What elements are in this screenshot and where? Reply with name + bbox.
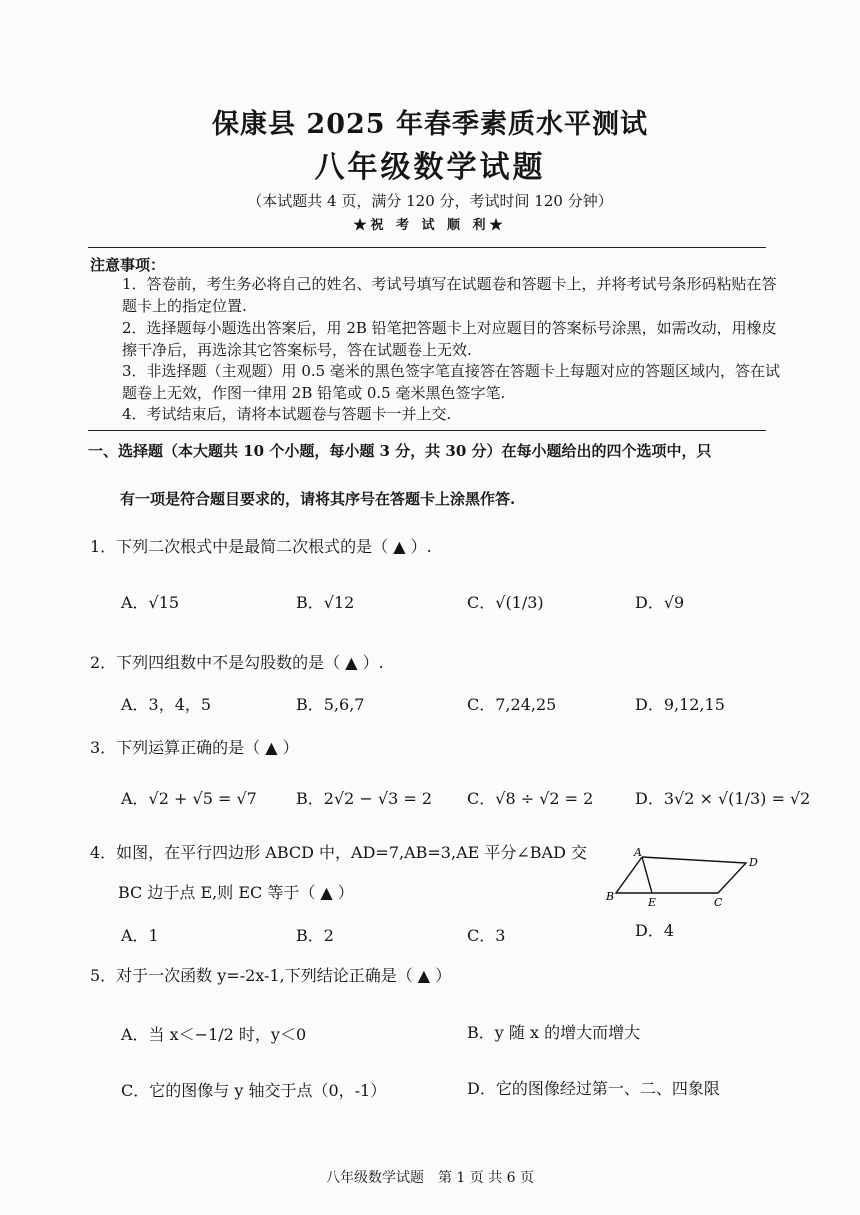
notice-item: 3．非选择题（主观题）用 0.5 毫米的黑色签字笔直接答在答题卡上每题对应的答题区域内，答在试题卷上无效，作图一律用 2B 铅笔或 0.5 毫米黑色签字笔. bbox=[122, 362, 780, 402]
q1-option-c: C．√(1/3) bbox=[467, 593, 544, 612]
divider-top bbox=[88, 247, 766, 248]
notice-item: 2．选择题每小题选出答案后，用 2B 铅笔把答题卡上对应题目的答案标号涂黑，如需改动，用橡皮擦干净后，再选涂其它答案标号，答在试题卷上无效. bbox=[122, 319, 777, 359]
q5-option-d: D．它的图像经过第一、二、四象限 bbox=[467, 1079, 720, 1098]
q1-option-d: D．√9 bbox=[635, 593, 685, 612]
label-b: B bbox=[606, 890, 615, 903]
q4-option-a: A．1 bbox=[121, 926, 159, 945]
question-3-stem: 3．下列运算正确的是（ ▲ ） bbox=[90, 738, 299, 757]
question-5-stem: 5．对于一次函数 y=-2x-1,下列结论正确是（ ▲ ） bbox=[90, 966, 452, 985]
q1-option-a: A．√15 bbox=[121, 593, 180, 612]
exam-info: （本试题共 4 页，满分 120 分，考试时间 120 分钟） bbox=[247, 192, 613, 210]
q1-option-b: B．√12 bbox=[296, 593, 355, 612]
q4-option-d: D．4 bbox=[635, 921, 675, 940]
exam-title: 保康县 2025 年春季素质水平测试 bbox=[212, 109, 648, 140]
parallelogram-figure bbox=[600, 845, 770, 911]
question-1-stem: 1．下列二次根式中是最简二次根式的是（ ▲ ）. bbox=[90, 537, 432, 556]
q5-option-b: B．y 随 x 的增大而增大 bbox=[467, 1023, 641, 1042]
notice-item: 1．答卷前，考生务必将自己的姓名、考试号填写在试题卷和答题卡上，并将考试号条形码粘贴在答题卡上的指定位置. bbox=[122, 275, 777, 315]
label-e: E bbox=[648, 896, 657, 909]
section-heading: 一、选择题（本大题共 10 个小题，每小题 3 分，共 30 分）在每小题给出的四个选项中，只 bbox=[88, 442, 712, 460]
label-c: C bbox=[714, 896, 723, 909]
question-2-stem: 2．下列四组数中不是勾股数的是（ ▲ ）. bbox=[90, 653, 384, 672]
section-heading-cont: 有一项是符合题目要求的，请将其序号在答题卡上涂黑作答. bbox=[120, 490, 516, 508]
label-d: D bbox=[749, 856, 758, 869]
q4-option-b: B．2 bbox=[296, 926, 334, 945]
page-footer: 八年级数学试题 第 1 页 共 6 页 bbox=[325, 1170, 535, 1186]
label-a: A bbox=[634, 846, 642, 859]
q5-option-c: C．它的图像与 y 轴交于点（0，-1） bbox=[121, 1081, 387, 1100]
q5-option-a: A．当 x＜−1/2 时，y＜0 bbox=[121, 1025, 307, 1044]
question-4-stem: 4．如图，在平行四边形 ABCD 中，AD=7,AB=3,AE 平分∠BAD 交 bbox=[90, 843, 588, 862]
q2-option-b: B．5,6,7 bbox=[296, 695, 365, 714]
good-luck-text: ★祝 考 试 顺 利★ bbox=[353, 218, 507, 233]
exam-subject-title: 八年级数学试题 bbox=[314, 150, 546, 185]
q3-option-d: D．3√2 × √(1/3) = √2 bbox=[635, 789, 811, 808]
q2-option-a: A．3，4，5 bbox=[121, 695, 212, 714]
question-4-stem-cont: BC 边于点 E,则 EC 等于（ ▲ ） bbox=[118, 883, 354, 902]
notice-item: 4．考试结束后，请将本试题卷与答题卡一并上交. bbox=[122, 405, 452, 423]
q3-option-c: C．√8 ÷ √2 = 2 bbox=[467, 789, 594, 808]
q3-option-a: A．√2 + √5 = √7 bbox=[121, 789, 257, 808]
q4-option-c: C．3 bbox=[467, 926, 506, 945]
divider-notice bbox=[88, 430, 766, 431]
q3-option-b: B．2√2 − √3 = 2 bbox=[296, 789, 433, 808]
q2-option-c: C．7,24,25 bbox=[467, 695, 557, 714]
notice-heading: 注意事项： bbox=[90, 256, 166, 274]
q2-option-d: D．9,12,15 bbox=[635, 695, 725, 714]
